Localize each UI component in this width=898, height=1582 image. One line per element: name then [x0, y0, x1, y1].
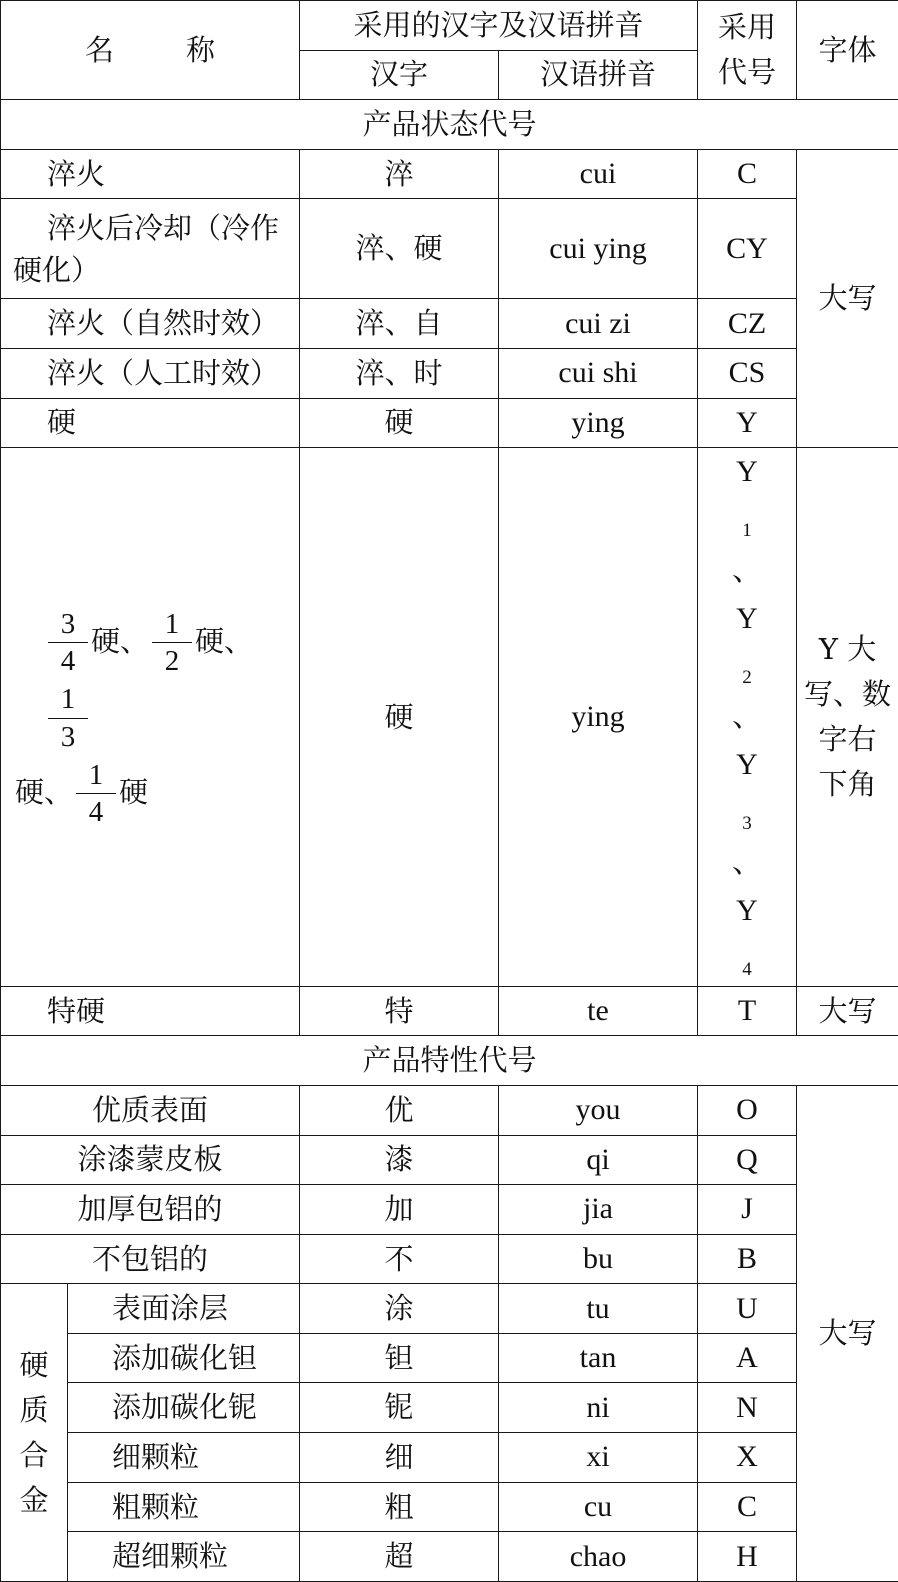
row-hanzi: 漆: [300, 1135, 499, 1185]
row-pinyin: te: [499, 986, 698, 1036]
row-code: O: [698, 1085, 797, 1135]
row-font: 大写: [797, 986, 898, 1036]
row-name: 添加碳化铌: [68, 1383, 300, 1433]
row-code: T: [698, 986, 797, 1036]
header-row-1: [1, 1, 898, 51]
row-name: 加厚包铝的: [1, 1185, 300, 1235]
header-chars-pinyin: 采用的汉字及汉语拼音: [300, 1, 698, 51]
fraction-1-2: $\frac{1}{2}$: [152, 609, 192, 677]
row-name: 淬火（人工时效）: [1, 348, 300, 398]
header-hanzi: 汉字: [300, 50, 499, 100]
row-hanzi: 钽: [300, 1333, 499, 1383]
row-pinyin: tan: [499, 1333, 698, 1383]
code-y4: Y $_4$: [698, 887, 796, 985]
row-name: 细颗粒: [68, 1433, 300, 1483]
table-row: [1, 1284, 898, 1334]
row-code: C: [698, 149, 797, 199]
section-title-row: [1, 100, 898, 150]
row-name: 涂漆蒙皮板: [1, 1135, 300, 1185]
row-name: 超细颗粒: [68, 1532, 300, 1582]
fraction-3-4: $\frac{3}{4}$: [48, 609, 88, 677]
table-row: [1, 348, 898, 398]
table-row: [1, 1482, 898, 1532]
row-pinyin: cu: [499, 1482, 698, 1532]
row-code: CY: [698, 199, 797, 299]
row-hanzi: 淬、硬: [300, 199, 499, 299]
state-font-upper: 大写: [797, 149, 898, 447]
row-hanzi: 细: [300, 1433, 499, 1483]
fraction-line-2: 硬、 $\frac{1}{4}$ 硬: [1, 755, 299, 830]
row-code: H: [698, 1532, 797, 1582]
table-row: [1, 199, 898, 299]
row-code: A: [698, 1333, 797, 1383]
row-hanzi: 淬: [300, 149, 499, 199]
row-hanzi: 硬: [300, 398, 499, 448]
row-hanzi: 超: [300, 1532, 499, 1582]
fraction-hanzi: 硬: [300, 448, 499, 987]
section-title-state: 产品状态代号: [1, 100, 898, 150]
header-code-cell: 采用 代号: [698, 1, 797, 100]
fraction-pinyin: ying: [499, 448, 698, 987]
row-code: C: [698, 1482, 797, 1532]
fraction-row: [1, 448, 898, 987]
code-y1: Y $_1$ 、: [698, 448, 796, 594]
row-code: X: [698, 1433, 797, 1483]
row-pinyin: xi: [499, 1433, 698, 1483]
row-pinyin: ying: [499, 398, 698, 448]
row-hanzi: 铌: [300, 1383, 499, 1433]
code-y2: Y $_2$ 、: [698, 595, 796, 741]
row-hanzi: 不: [300, 1234, 499, 1284]
header-pinyin: 汉语拼音: [499, 50, 698, 100]
table-row: [1, 1532, 898, 1582]
row-hanzi: 淬、自: [300, 299, 499, 349]
table-row: [1, 1185, 898, 1235]
row-code: Q: [698, 1135, 797, 1185]
row-hanzi: 加: [300, 1185, 499, 1235]
row-name: 淬火后冷却（冷作硬化）: [1, 199, 300, 299]
fraction-1-3: $\frac{1}{3}$: [48, 684, 88, 752]
table-row: [1, 1135, 898, 1185]
section-title-property: 产品特性代号: [1, 1036, 898, 1086]
row-name: 淬火: [1, 149, 300, 199]
row-pinyin: cui zi: [499, 299, 698, 349]
row-name: 硬: [1, 398, 300, 448]
row-code: B: [698, 1234, 797, 1284]
fraction-1-4: $\frac{1}{4}$: [76, 760, 116, 828]
row-pinyin: cui shi: [499, 348, 698, 398]
row-code: U: [698, 1284, 797, 1334]
row-code: J: [698, 1185, 797, 1235]
row-hanzi: 优: [300, 1085, 499, 1135]
table-row: [1, 1383, 898, 1433]
row-pinyin: you: [499, 1085, 698, 1135]
row-name: 粗颗粒: [68, 1482, 300, 1532]
table-row: [1, 1333, 898, 1383]
row-hanzi: 淬、时: [300, 348, 499, 398]
row-name: 添加碳化钽: [68, 1333, 300, 1383]
row-code: N: [698, 1383, 797, 1433]
fraction-line-1: $\frac{3}{4}$ 硬、 $\frac{1}{2}$ 硬、 $\frac{1}{3}$: [1, 604, 299, 755]
row-code: Y: [698, 398, 797, 448]
row-pinyin: chao: [499, 1532, 698, 1582]
row-name: 淬火（自然时效）: [1, 299, 300, 349]
row-code: CZ: [698, 299, 797, 349]
table-row: [1, 1234, 898, 1284]
row-hanzi: 粗: [300, 1482, 499, 1532]
row-pinyin: bu: [499, 1234, 698, 1284]
alloy-group-label: 硬 质 合 金: [1, 1284, 68, 1582]
header-name-cell: 名 称: [1, 1, 300, 100]
table-row: [1, 149, 898, 199]
row-pinyin: jia: [499, 1185, 698, 1235]
row-hanzi: 特: [300, 986, 499, 1036]
table-row: [1, 986, 898, 1036]
table-row: [1, 299, 898, 349]
header-font: 字体: [797, 1, 898, 100]
row-pinyin: tu: [499, 1284, 698, 1334]
fraction-font-cell: Y 大 写、数 字右 下角: [797, 448, 898, 987]
code-y3: Y $_3$ 、: [698, 741, 796, 887]
row-name: 不包铝的: [1, 1234, 300, 1284]
row-name: 优质表面: [1, 1085, 300, 1135]
row-pinyin: cui: [499, 149, 698, 199]
property-font-upper: 大写: [797, 1085, 898, 1581]
row-pinyin: ni: [499, 1383, 698, 1433]
row-name: 表面涂层: [68, 1284, 300, 1334]
row-code: CS: [698, 348, 797, 398]
fraction-name-cell: [1, 448, 300, 987]
table-row: [1, 398, 898, 448]
table-row: [1, 1433, 898, 1483]
row-hanzi: 涂: [300, 1284, 499, 1334]
table-row: [1, 1085, 898, 1135]
fraction-codes: [698, 448, 797, 987]
section-title-row: [1, 1036, 898, 1086]
row-name: 特硬: [1, 986, 300, 1036]
row-pinyin: cui ying: [499, 199, 698, 299]
row-pinyin: qi: [499, 1135, 698, 1185]
